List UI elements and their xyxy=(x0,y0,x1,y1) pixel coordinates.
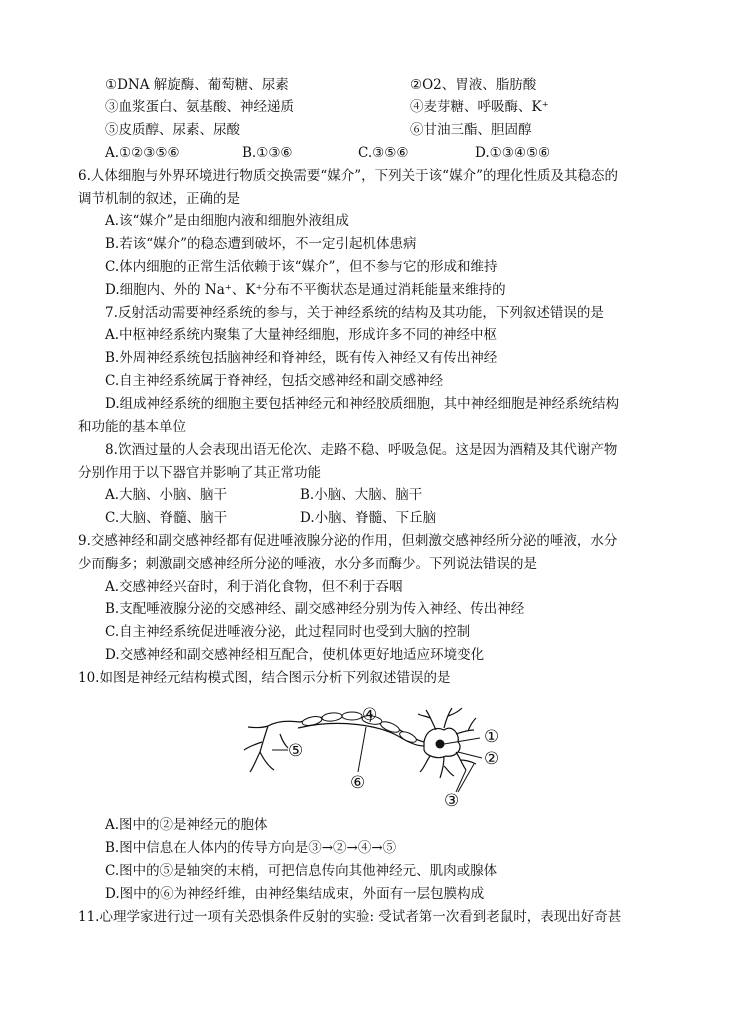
q9-option-a: A.交感神经兴奋时，利于消化食物，但不利于吞咽 xyxy=(105,579,403,595)
q7-option-d-line2: 和功能的基本单位 xyxy=(78,419,186,435)
q5-item-3: ③血浆蛋白、氨基酸、神经递质 xyxy=(105,99,294,115)
q6-option-b: B.若该“媒介”的稳态遭到破坏，不一定引起机体患病 xyxy=(105,236,417,252)
label-5: ⑤ xyxy=(288,741,304,761)
q10-option-d: D.图中的⑥为神经纤维，由神经集结成束，外面有一层包膜构成 xyxy=(105,886,485,902)
q9-stem-line1: 9.交感神经和副交感神经都有促进唾液腺分泌的作用，但刺激交感神经所分泌的唾液，水分 xyxy=(78,533,618,549)
q8-option-b: B.小脑、大脑、脑干 xyxy=(300,487,423,503)
q10-option-c: C.图中的⑤是轴突的末梢，可把信息传向其他神经元、肌肉或腺体 xyxy=(105,863,498,879)
q6-stem-line1: 6.人体细胞与外界环境进行物质交换需要“媒介”，下列关于该“媒介”的理化性质及其稳态的 xyxy=(78,168,618,184)
q5-item-1: ①DNA 解旋酶、葡萄糖、尿素 xyxy=(105,77,289,93)
q9-option-b: B.支配唾液腺分泌的交感神经、副交感神经分别为传入神经、传出神经 xyxy=(105,601,525,617)
q6-option-a: A.该“媒介”是由细胞内液和细胞外液组成 xyxy=(105,213,349,229)
label-1: ① xyxy=(484,727,500,747)
neuron-diagram xyxy=(240,700,520,810)
label-4: ④ xyxy=(362,705,378,725)
q7-option-d-line1: D.组成神经系统的细胞主要包括神经元和神经胶质细胞，其中神经细胞是神经系统结构 xyxy=(105,396,620,412)
q5-option-c: C.③⑤⑥ xyxy=(358,145,409,161)
q8-stem-line2: 分别作用于以下器官并影响了其正常功能 xyxy=(78,465,321,481)
q10-stem: 10.如图是神经元结构模式图，结合图示分析下列叙述错误的是 xyxy=(78,670,451,686)
q5-item-2: ②O2、胃液、脂肪酸 xyxy=(410,77,537,93)
q9-option-d: D.交感神经和副交感神经相互配合，使机体更好地适应环境变化 xyxy=(105,647,485,663)
label-6: ⑥ xyxy=(350,773,366,793)
q5-option-b: B.①③⑥ xyxy=(242,145,293,161)
q5-item-5: ⑤皮质醇、尿素、尿酸 xyxy=(105,122,240,138)
q7-stem: 7.反射活动需要神经系统的参与，关于神经系统的结构及其功能，下列叙述错误的是 xyxy=(105,305,604,321)
nucleus xyxy=(436,740,445,749)
q6-stem-line2: 调节机制的叙述，正确的是 xyxy=(78,191,240,207)
q8-option-a: A.大脑、小脑、脑干 xyxy=(105,487,228,503)
label-2: ② xyxy=(484,749,500,769)
q7-option-b: B.外周神经系统包括脑神经和脊神经，既有传入神经又有传出神经 xyxy=(105,350,498,366)
q8-stem-line1: 8.饮酒过量的人会表现出语无伦次、走路不稳、呼吸急促。这是因为酒精及其代谢产物 xyxy=(105,442,618,458)
q10-option-a: A.图中的②是神经元的胞体 xyxy=(105,817,268,833)
label-3: ③ xyxy=(444,791,460,810)
q7-option-c: C.自主神经系统属于脊神经，包括交感神经和副交感神经 xyxy=(105,373,444,389)
q8-option-d: D.小脑、脊髓、下丘脑 xyxy=(300,510,437,526)
q9-option-c: C.自主神经系统促进唾液分泌，此过程同时也受到大脑的控制 xyxy=(105,624,471,640)
q5-item-4: ④麦芽糖、呼吸酶、K⁺ xyxy=(410,99,549,115)
q6-option-c: C.体内细胞的正常生活依赖于该“媒介”，但不参与它的形成和维持 xyxy=(105,259,498,275)
q11-stem-line1: 11.心理学家进行过一项有关恐惧条件反射的实验: 受试者第一次看到老鼠时，表现出好奇甚 xyxy=(78,909,622,925)
q8-option-c: C.大脑、脊髓、脑干 xyxy=(105,510,228,526)
q7-option-a: A.中枢神经系统内聚集了大量神经细胞，形成许多不同的神经中枢 xyxy=(105,327,498,343)
q5-option-a: A.①②③⑤⑥ xyxy=(105,145,180,161)
q5-option-d: D.①③④⑤⑥ xyxy=(475,145,551,161)
q6-option-d: D.细胞内、外的 Na⁺、K⁺分布不平衡状态是通过消耗能量来维持的 xyxy=(105,282,506,298)
q10-option-b: B.图中信息在人体内的传导方向是③→②→④→⑤ xyxy=(105,840,397,856)
q5-item-6: ⑥甘油三酯、胆固醇 xyxy=(410,122,532,138)
q9-stem-line2: 少而酶多；刺激副交感神经所分泌的唾液，水分多而酶少。下列说法错误的是 xyxy=(78,556,537,572)
